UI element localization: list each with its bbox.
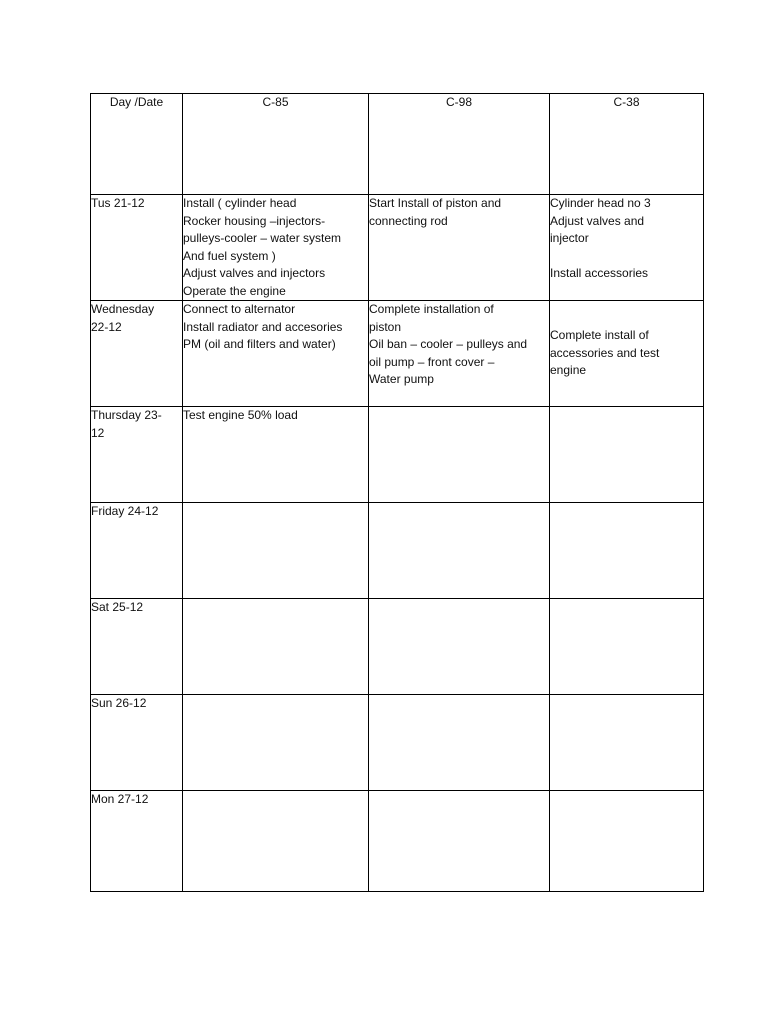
c-85-task-cell [183, 503, 369, 599]
day-label: Tus 21-12 [91, 196, 145, 210]
schedule-table [90, 93, 704, 892]
header-label: C-85 [262, 95, 289, 109]
day-label: Sun 26-12 [91, 696, 147, 710]
task-text: Cylinder head no 3 Adjust valves and injector Install accessories [550, 196, 651, 280]
day-label: Mon 27-12 [91, 792, 149, 806]
c-38-task-cell [550, 695, 704, 791]
task-text: Connect to alternator Install radiator and accesories PM (oil and filters and water) [183, 302, 343, 351]
c-38-task-cell [550, 503, 704, 599]
day-cell [91, 407, 183, 503]
day-cell [91, 695, 183, 791]
c-38-task-cell [550, 599, 704, 695]
table-row [91, 695, 704, 791]
day-cell [91, 195, 183, 301]
c-38-task-cell [550, 791, 704, 892]
table-header-row [91, 94, 704, 195]
c-38-task-cell [550, 301, 704, 407]
c-85-task-cell [183, 301, 369, 407]
c-98-task-cell [369, 301, 550, 407]
header-cell-c-85 [183, 94, 369, 195]
c-98-task-cell [369, 695, 550, 791]
c-85-task-cell [183, 407, 369, 503]
table-row [91, 599, 704, 695]
day-cell [91, 599, 183, 695]
task-text: Complete installation of piston Oil ban – cooler – pulleys and oil pump – front cover – Water pump [369, 302, 528, 386]
c-98-task-cell [369, 195, 550, 301]
table-row [91, 195, 704, 301]
c-98-task-cell [369, 791, 550, 892]
header-cell-c-38 [550, 94, 704, 195]
day-cell [91, 301, 183, 407]
c-85-task-cell [183, 195, 369, 301]
c-85-task-cell [183, 599, 369, 695]
task-text: Install ( cylinder head Rocker housing –injectors- pulleys-cooler – water system And fuel system ) Adjust valves and injectors Operate the engine [183, 196, 342, 298]
c-85-task-cell [183, 695, 369, 791]
c-98-task-cell [369, 599, 550, 695]
c-38-task-cell [550, 195, 704, 301]
header-cell-day-date [91, 94, 183, 195]
day-cell [91, 791, 183, 892]
header-cell-c-98 [369, 94, 550, 195]
table-row [91, 791, 704, 892]
c-38-task-cell [550, 407, 704, 503]
task-text: Start Install of piston and connecting rod [369, 196, 502, 228]
day-cell [91, 503, 183, 599]
header-label: Day /Date [109, 95, 164, 109]
header-label: C-98 [445, 95, 472, 109]
c-98-task-cell [369, 503, 550, 599]
task-text: Complete install of accessories and test engine [550, 328, 660, 378]
table-row [91, 407, 704, 503]
day-label: Wednesday 22-12 [91, 302, 155, 334]
task-text: Test engine 50% load [183, 408, 298, 422]
c-98-task-cell [369, 407, 550, 503]
c-85-task-cell [183, 791, 369, 892]
day-label: Thursday 23- 12 [91, 408, 162, 440]
header-label: C-38 [613, 95, 640, 109]
day-label: Friday 24-12 [91, 504, 159, 518]
table-row [91, 301, 704, 407]
day-label: Sat 25-12 [91, 600, 144, 614]
table-row [91, 503, 704, 599]
